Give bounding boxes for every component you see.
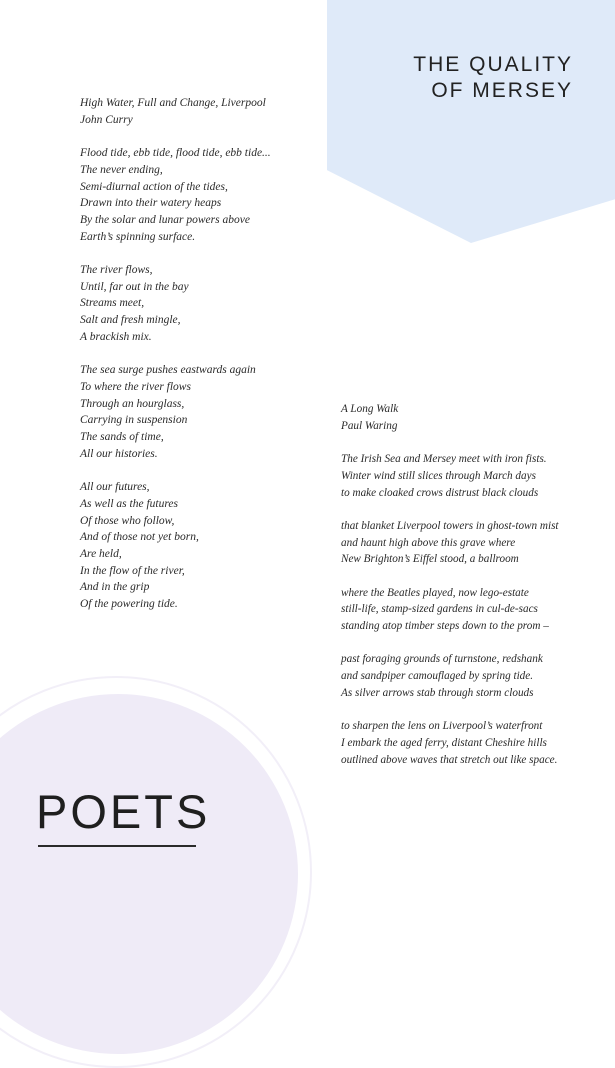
poem-line: And in the grip: [80, 581, 150, 594]
poem-line: Streams meet,: [80, 297, 145, 310]
poem-line: past foraging grounds of turnstone, redshank: [341, 653, 543, 666]
page-title: [413, 52, 573, 104]
poem-stanza: [80, 479, 271, 613]
poem-line: Of those who follow,: [80, 514, 175, 527]
poem-line: A brackish mix.: [80, 330, 152, 343]
section-underline: [38, 845, 196, 847]
poem-line: The sands of time,: [80, 431, 164, 444]
poem-author: John Curry: [80, 113, 133, 126]
poem-line: Of the powering tide.: [80, 598, 178, 611]
poem-author: Paul Waring: [341, 419, 398, 432]
poem-line: Winter wind still slices through March days: [341, 469, 536, 482]
poem-line: Drawn into their watery heaps: [80, 197, 222, 210]
poem-line: Flood tide, ebb tide, flood tide, ebb tide...: [80, 147, 271, 160]
poem-line: and haunt high above this grave where: [341, 536, 516, 549]
poem-line: As well as the futures: [80, 497, 178, 510]
poem-line: Earth’s spinning surface.: [80, 230, 196, 243]
poem-line: In the flow of the river,: [80, 564, 185, 577]
poem-line: New Brighton’s Eiffel stood, a ballroom: [341, 553, 519, 566]
poem-line: All our histories.: [80, 447, 158, 460]
poem-stanza: [341, 518, 559, 568]
poem-high-water: [80, 95, 271, 629]
poem-line: Through an hourglass,: [80, 397, 185, 410]
poem-line: The river flows,: [80, 264, 153, 276]
poem-stanza: [341, 651, 559, 701]
poem-line: Semi-diurnal action of the tides,: [80, 180, 228, 193]
poem-line: And of those not yet born,: [80, 531, 199, 544]
poem-line: The sea surge pushes eastwards again: [80, 364, 256, 377]
page-title-line-2: OF MERSEY: [431, 79, 573, 102]
poem-stanza: [80, 145, 271, 245]
poem-line: where the Beatles played, now lego-estate: [341, 586, 529, 599]
poem-line: As silver arrows stab through storm clouds: [341, 686, 534, 699]
poem-line: to make cloaked crows distrust black clouds: [341, 486, 539, 499]
poem-long-walk: [341, 401, 559, 785]
poem-line: The Irish Sea and Mersey meet with iron fists.: [341, 453, 547, 466]
poem-line: to sharpen the lens on Liverpool’s waterfront: [341, 720, 543, 733]
poem-stanza: [341, 718, 559, 768]
poem-line: By the solar and lunar powers above: [80, 213, 250, 226]
poem-line: standing atop timber steps down to the prom –: [341, 620, 549, 633]
title-banner: [327, 0, 615, 243]
page-title-line-1: THE QUALITY: [413, 53, 573, 76]
poem-stanza: [341, 585, 559, 635]
poem-line: still-life, stamp-sized gardens in cul-de-sacs: [341, 603, 538, 616]
poem-line: Carrying in suspension: [80, 414, 188, 427]
poem-line: outlined above waves that stretch out like space.: [341, 753, 558, 766]
poem-line: Salt and fresh mingle,: [80, 314, 181, 327]
poem-stanza: [80, 362, 271, 462]
poem-line: Are held,: [80, 547, 122, 560]
poem-title: A Long Walk: [341, 403, 399, 415]
poem-body: [80, 145, 271, 613]
poem-line: The never ending,: [80, 163, 163, 176]
poem-body: [341, 451, 559, 768]
poem-line: that blanket Liverpool towers in ghost-town mist: [341, 519, 559, 532]
poem-line: and sandpiper camouflaged by spring tide.: [341, 670, 534, 683]
poem-line: I embark the aged ferry, distant Cheshire hills: [341, 736, 547, 749]
poem-stanza: [80, 262, 271, 346]
poem-stanza: [341, 451, 559, 501]
poem-line: All our futures,: [80, 481, 150, 494]
section-label: POETS: [36, 785, 211, 838]
poem-line: To where the river flows: [80, 380, 191, 393]
poem-title: High Water, Full and Change, Liverpool: [80, 97, 266, 109]
poem-line: Until, far out in the bay: [80, 280, 189, 293]
